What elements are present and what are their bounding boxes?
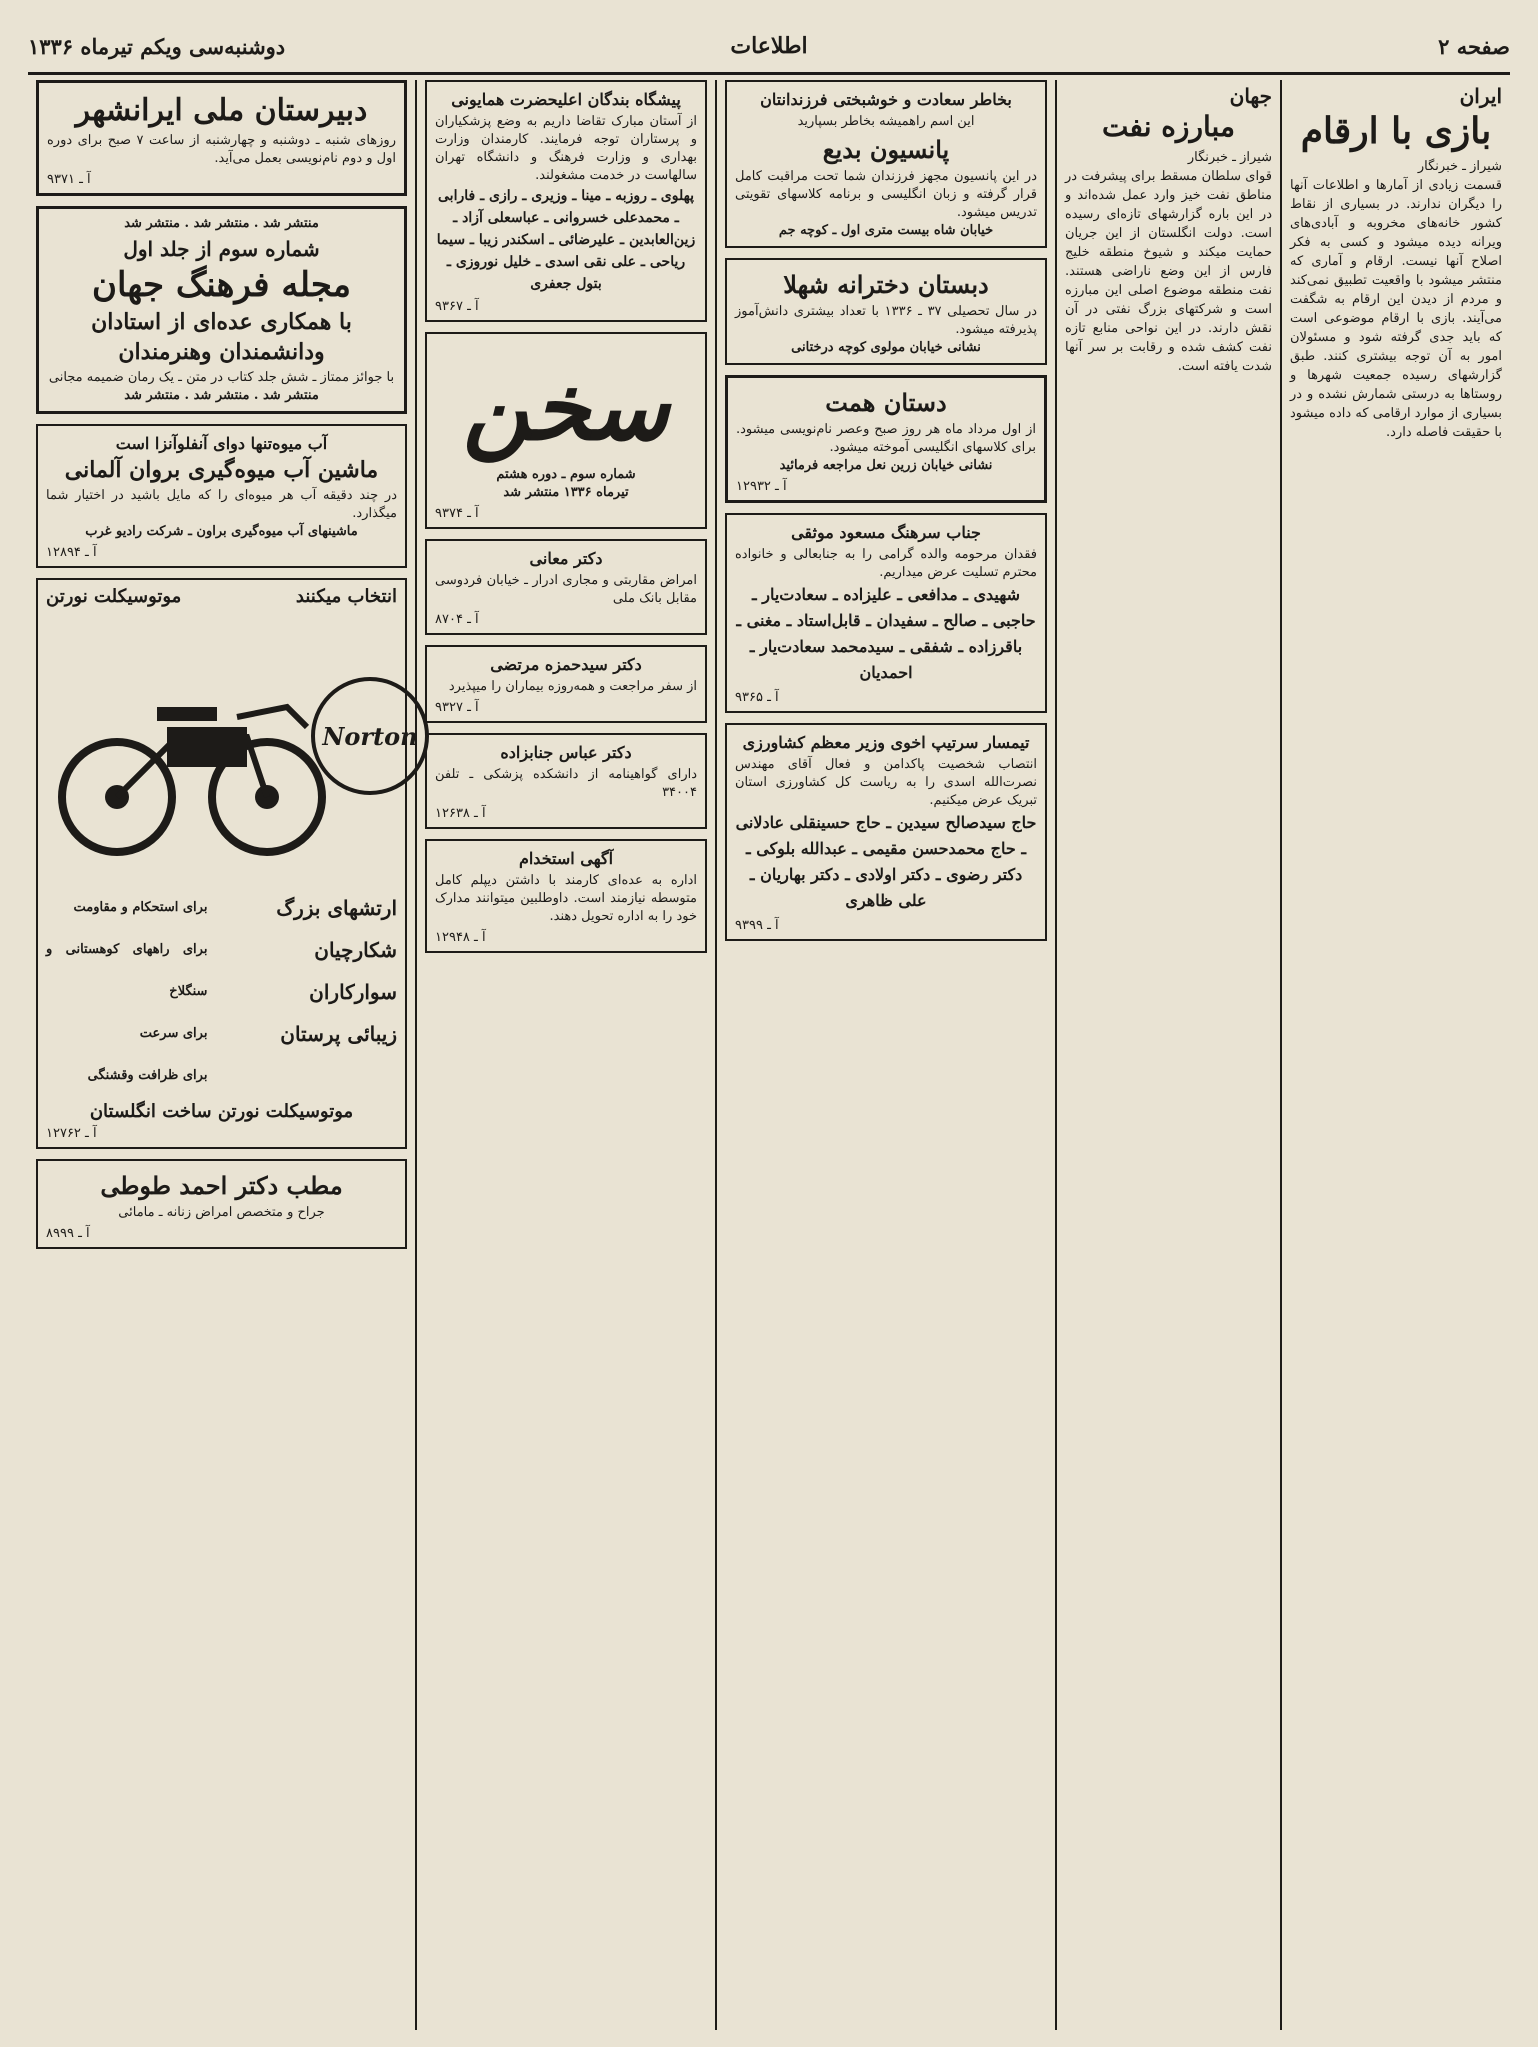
- ad-body: دارای گواهینامه از دانشکده پزشکی ـ تلفن ۳۴۰۰۴: [435, 767, 697, 800]
- ad-names: حاج سیدصالح سیدین ـ حاج حسینقلی عادلانی ـ حاج محمدحسن مقیمی ـ عبدالله بلوکی ـ دکتر رضوی ـ دکتر اولادی ـ دکتر بهاریان ـ علی ظاهری: [735, 813, 1037, 910]
- ad-ref: آ ـ ۹۳۷۱: [47, 172, 91, 187]
- ad-names: پهلوی ـ روزبه ـ مینا ـ وزیری ـ رازی ـ فارابی ـ محمدعلی خسروانی ـ عباسعلی آزاد ـ زین‌العابدین ـ علیرضائی ـ اسکندر زیبا ـ سیما ریاحی ـ علی نقی اسدی ـ خلیل نوروزی ـ بتول جعفری: [436, 188, 696, 292]
- ad-name: دبستان دخترانه شهلا: [783, 270, 989, 299]
- ad-ref: آ ـ ۹۳۲۷: [435, 700, 479, 715]
- ad-dabestan-hemmat: [725, 375, 1047, 503]
- ad-dabestan-shahla: [725, 258, 1047, 365]
- column-jahan: [1055, 80, 1280, 2030]
- article-byline: شیراز ـ خبرنگار: [1187, 150, 1272, 165]
- ad-heading: تیمسار سرتیپ اخوی وزیر معظم کشاورزی: [742, 733, 1030, 752]
- article-body: قوای سلطان مسقط برای پیشرفت در مناطق نفت خیز وارد عمل شده‌اند و در این باره گزارشهای تازه‌ای رسیده است. دولت انگلستان از این جریان حمایت میکند و شیوخ منطقه خلیج فارس از این وضع ناراضی هستند. نفت منطقه موضوع اصلی این مبارزه است و شرکتهای بزرگ نفتی در آن نقش دارند. در این نواحی منابع تازه نفت کشف شده و رقابت بر سر آنها شدت یافته است.: [1065, 169, 1272, 374]
- ad-doctor-tooti: [36, 1159, 407, 1249]
- ad-note: برای راههای کوهستانی و سنگلاخ: [46, 942, 208, 999]
- ad-ref: آ ـ ۹۳۶۷: [435, 299, 479, 314]
- ad-name: مجله فرهنگ جهان: [92, 265, 351, 305]
- ad-body: از سفر مراجعت و همه‌روزه بیماران را میپذیرد: [448, 679, 697, 694]
- ad-ref: آ ـ ۹۳۶۵: [735, 690, 779, 705]
- paper-name: اطلاعات: [730, 33, 808, 59]
- ad-names: شهیدی ـ مدافعی ـ علیزاده ـ سعادت‌یار ـ حاجبی ـ صالح ـ سفیدان ـ قابل‌استاد ـ مغنی ـ باقرزاده ـ شفقی ـ سیدمحمد سعادت‌یار ـ احمدیان: [736, 585, 1036, 682]
- issue-date: دوشنبه‌سی ویکم تیرماه ۱۳۳۶: [28, 33, 286, 59]
- ad-norton-motorcycle: [36, 578, 418, 1149]
- ad-name: دکتر عباس جنابزاده: [500, 743, 632, 762]
- section-label: ایران: [1459, 84, 1502, 108]
- ad-banner: منتشر شد . منتشر شد . منتشر شد: [124, 388, 319, 403]
- ad-ref: آ ـ ۱۲۶۳۸: [435, 806, 486, 821]
- ad-heading: پیشگاه بندگان اعلیحضرت همایونی: [451, 90, 681, 109]
- ad-name: دبیرستان ملی ایرانشهر: [75, 93, 368, 128]
- ad-ref: آ ـ ۹۳۹۹: [735, 918, 779, 933]
- ad-body: در این پانسیون مجهز فرزندان شما تحت مراقبت کامل قرار گرفته و زبان انگلیسی و برنامه کلاسهای تقویتی تدریس میشود.: [735, 169, 1037, 220]
- ad-ref: آ ـ ۹۳۷۴: [435, 506, 479, 521]
- article-title: مبارزه نفت: [1102, 110, 1235, 143]
- ad-name: دکتر معانی: [529, 549, 603, 568]
- ad-ref: آ ـ ۱۲۷۶۲: [46, 1126, 97, 1141]
- ad-line: شکارچیان: [314, 938, 397, 962]
- ad-sub: شماره سوم از جلد اول: [123, 237, 320, 261]
- ad-doctor-maani: [425, 539, 707, 635]
- column-iran: [1280, 80, 1510, 2030]
- section-label: جهان: [1229, 84, 1272, 108]
- ad-body: در سال تحصیلی ۳۷ ـ ۱۳۳۶ با تعداد بیشتری دانش‌آموز پذیرفته میشود.: [735, 304, 1038, 337]
- ad-body: جراح و متخصص امراض زنانه ـ مامائی: [118, 1205, 325, 1220]
- ad-heading: بخاطر سعادت و خوشبختی فرزندانتان: [760, 90, 1012, 109]
- ad-name: دکتر سیدحمزه مرتضی: [490, 655, 642, 674]
- ad-name: مطب دکتر احمد طوطی: [100, 1171, 343, 1200]
- ad-doctor-jenabzadeh: [425, 733, 707, 829]
- ad-note: برای ظرافت وقشنگی: [87, 1068, 208, 1083]
- ad-body: فقدان مرحومه والده گرامی را به جنابعالی و خانواده محترم تسلیت عرض میداریم.: [735, 547, 1037, 580]
- ad-name: دستان همت: [825, 388, 947, 417]
- ad-body: امراض مقاربتی و مجاری ادرار ـ خیابان فردوسی مقابل بانک ملی: [435, 573, 697, 606]
- ad-ref: آ ـ ۸۷۰۴: [435, 612, 479, 627]
- ad-line: موتوسیکلت نورتن ساخت انگلستان: [89, 1101, 354, 1122]
- ad-name: آگهی استخدام: [518, 849, 614, 868]
- article-byline: شیراز ـ خبرنگار: [1417, 159, 1502, 174]
- ad-heading: آب میوه‌تنها دوای آنفلوآنزا است: [115, 434, 328, 453]
- ad-body: از آستان مبارک تقاضا داریم به وضع پزشکیاران و پرستاران توجه فرمایند. کارمندان وزارت بهداری و وزارت فرهنگ و دانشگاه تهران سالهاست در خدمت مشغولند.: [435, 114, 697, 183]
- masthead: [28, 20, 1510, 72]
- ad-body: از اول مرداد ماه هر روز صبح وعصر نام‌نویسی میشود. برای کلاسهای انگلیسی آموخته میشود.: [736, 422, 1036, 455]
- ad-line: سوارکاران: [309, 980, 397, 1004]
- ad-left-label: موتوسیکلت نورتن: [46, 586, 182, 607]
- ad-note: برای استحکام و مقاومت: [73, 900, 208, 915]
- page-number: صفحه ۲: [1438, 33, 1510, 59]
- masthead-rule: [28, 72, 1510, 75]
- article-body: قسمت زیادی از آمارها و اطلاعات آنها را دیگران ندارند. در بسیاری از نقاط کشور خانه‌های مخروبه و آبادی‌های ویرانه دیده میشود و کسی به فکر اصلاح آنها نیست. ارقام و آماری که منتشر میشود با واقعیت تطبیق نمی‌کند و مردم از دیدن این ارقام به شگفت می‌آیند. بازی با ارقام موضوعی است که باید جدی گرفته شود و مسئولان امور به آن توجه بیشتری کنند. طبق گزارشهای رسیده جمعیت شهرها و روستاها به درستی شمارش نشده و در بسیاری از موارد ارقامی که داده میشود با حقیقت فاصله دارد.: [1290, 178, 1502, 440]
- column-ads-4: [415, 80, 715, 2030]
- ad-braun-juicer: [36, 424, 407, 568]
- ad-line3: با جوائز ممتاز ـ شش جلد کتاب در متن ـ یک رمان ضمیمه مجانی: [48, 370, 395, 385]
- newspaper-page: [28, 20, 1510, 2030]
- ad-iranshahr-school: [36, 80, 407, 196]
- ad-address: خیابان شاه بیست متری اول ـ کوچه جم: [778, 223, 994, 238]
- ad-ref: آ ـ ۱۲۹۳۲: [736, 479, 787, 494]
- article-title: بازی با ارقام: [1300, 110, 1492, 152]
- ad-pansion-badi: [725, 80, 1047, 248]
- magazine-title: سخن: [462, 353, 670, 461]
- ad-address: نشانی خیابان مولوی کوچه درختانی: [791, 340, 981, 355]
- ad-condolence-movasaghi: [725, 513, 1047, 713]
- magazine-date: تیرماه ۱۳۳۶ منتشر شد: [503, 485, 629, 500]
- ad-banner: منتشر شد . منتشر شد . منتشر شد: [124, 216, 319, 231]
- motorcycle-illustration: [46, 617, 418, 877]
- ad-petition: [425, 80, 707, 322]
- ad-employment: [425, 839, 707, 953]
- ad-doctor-morteza: [425, 645, 707, 723]
- ad-congrats-asadi: [725, 723, 1047, 941]
- ad-line: ارتشهای بزرگ: [276, 896, 397, 920]
- ad-name: پانسیون بدیع: [822, 135, 950, 164]
- ad-name: ماشین آب میوه‌گیری بروان آلمانی: [64, 457, 379, 483]
- column-ads-5: [28, 80, 418, 2030]
- ad-heading: جناب سرهنگ مسعود موثقی: [791, 523, 981, 542]
- ad-ref: آ ـ ۱۲۸۹۴: [46, 545, 97, 560]
- ad-brand: ماشینهای آب میوه‌گیری براون ـ شرکت رادیو غرب: [85, 524, 358, 539]
- ad-body: در چند دقیقه آب هر میوه‌ای را که مایل باشید در اختیار شما میگذارد.: [46, 488, 397, 521]
- ad-line2: ودانشمندان وهنرمندان: [118, 339, 325, 365]
- ad-address: نشانی خیابان زرین نعل مراجعه فرمائید: [779, 458, 993, 473]
- ad-sokhan-magazine: [425, 332, 707, 529]
- norton-logo: Norton: [311, 677, 429, 795]
- ad-right-label: انتخاب میکنند: [295, 586, 397, 607]
- column-ads-3: [715, 80, 1055, 2030]
- ad-ref: آ ـ ۸۹۹۹: [46, 1226, 90, 1241]
- ad-body: روزهای شنبه ـ دوشنبه و چهارشنبه از ساعت ۷ صبح برای دوره اول و دوم نام‌نویسی بعمل می‌آید.: [47, 133, 396, 166]
- ad-farhang-jahan: [36, 206, 407, 414]
- ad-line: زیبائی پرستان: [280, 1022, 397, 1046]
- ad-ref: آ ـ ۱۲۹۴۸: [435, 930, 486, 945]
- ad-note: برای سرعت: [139, 1026, 208, 1041]
- ad-line1: با همکاری عده‌ای از استادان: [91, 309, 352, 335]
- magazine-issue: شماره سوم ـ دوره هشتم: [496, 467, 636, 482]
- ad-body: انتصاب شخصیت پاکدامن و فعال آقای مهندس نصرت‌الله اسدی را به ریاست کل کشاورزی استان تبریک عرض میکنیم.: [735, 757, 1037, 808]
- ad-body: اداره به عده‌ای کارمند با داشتن دیپلم کامل متوسطه نیازمند است. داوطلبین میتوانند مدارک خود را به اداره تحویل دهند.: [435, 873, 697, 924]
- ad-sub: این اسم راهمیشه بخاطر بسپارید: [797, 114, 975, 129]
